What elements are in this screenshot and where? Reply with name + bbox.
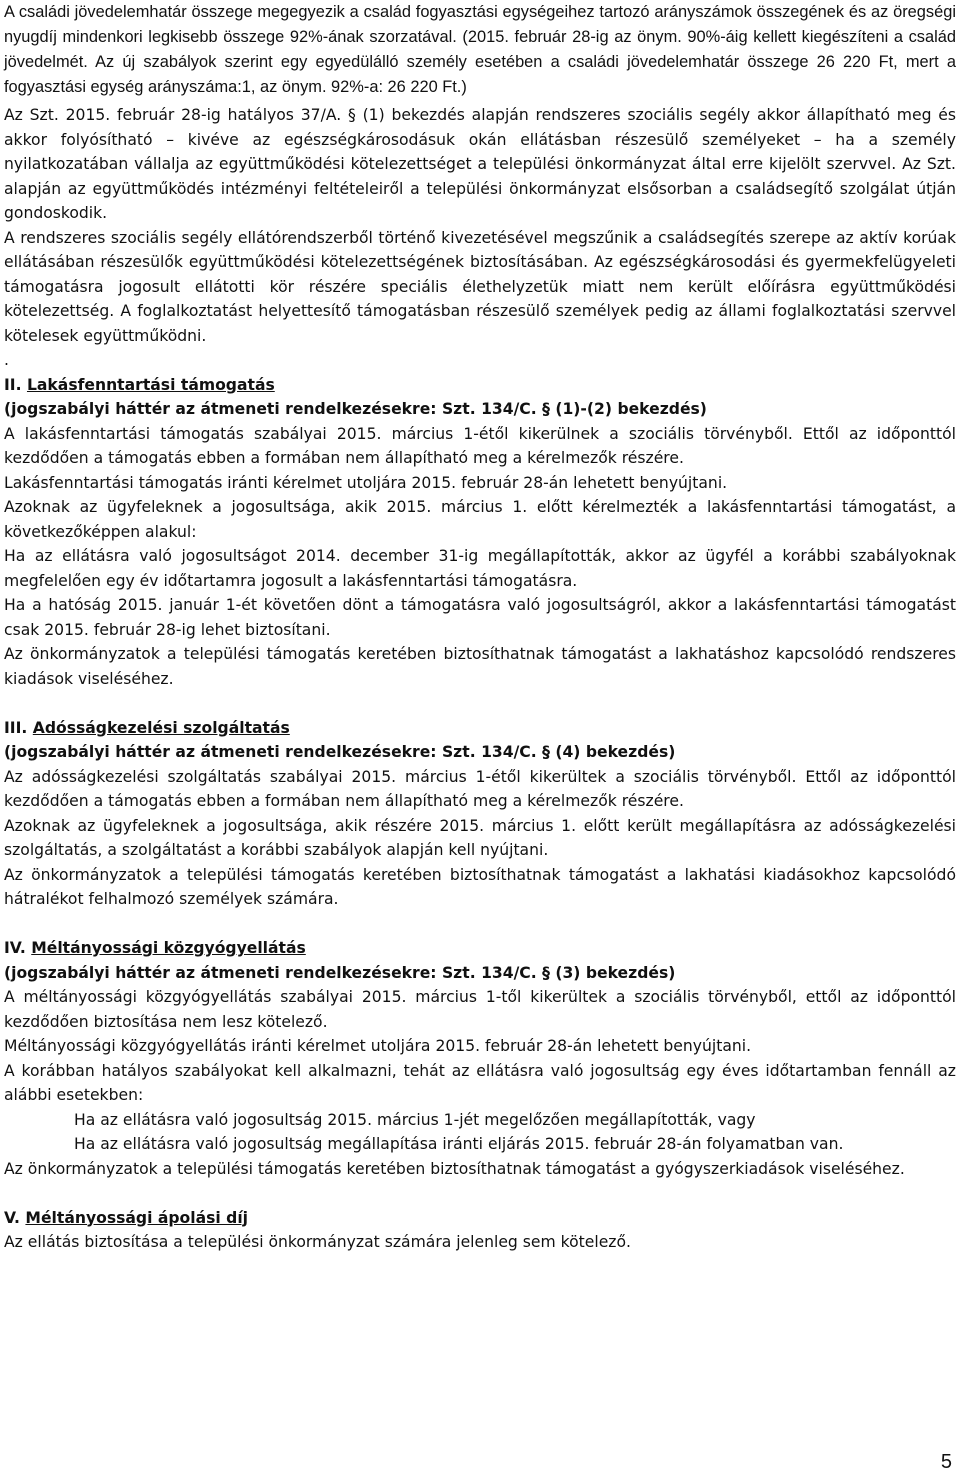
section3-paragraph-2: Azoknak az ügyfeleknek a jogosultsága, akik részére 2015. március 1. előtt került megállapításra az adósságkezelési szolgáltatás, a szolgáltatást a korábbi szabályok alapján kell nyújtani. [4,816,956,859]
section5-heading [4,1206,956,1231]
section2-legal-basis: (jogszabályi háttér az átmeneti rendelkezésekre: Szt. 134/C. § (1)-(2) bekezdés) [4,400,707,418]
document-body [4,103,956,1255]
section4-legal-basis: (jogszabályi háttér az átmeneti rendelkezésekre: Szt. 134/C. § (3) bekezdés) [4,963,676,982]
page-number: 5 [940,1451,952,1473]
section4-number: IV. [4,939,26,957]
section4-case-2: Ha az ellátásra való jogosultság megállapítása iránti eljárás 2015. február 28-án folyamatban van. [74,1135,844,1153]
section3-paragraph-3: Az önkormányzatok a települési támogatás keretében biztosíthatnak támogatást a lakhatási kiadásokhoz kapcsolódó hátralékot felhalmozó személyek számára. [4,865,956,908]
section2-paragraph-2: Lakásfenntartási támogatás iránti kérelmet utoljára 2015. február 28-án lehetett benyújtani. [4,473,728,492]
section5-number: V. [4,1208,20,1227]
section4-paragraph-3: A korábban hatályos szabályokat kell alkalmazni, tehát az ellátásra való jogosultság egy éves időtartamban fennáll az alábbi esetekben: [4,1061,956,1104]
section5-paragraph-1: Az ellátás biztosítása a települési önkormányzat számára jelenleg sem kötelező. [4,1233,631,1251]
section5-title: Méltányossági ápolási díj [25,1208,249,1227]
section2-heading [4,373,956,398]
spacer [4,912,956,937]
section1-paragraph-1: Az Szt. 2015. február 28-ig hatályos 37/A. § (1) bekezdés alapján rendszeres szociális segély akkor állapítható meg és akkor folyósítható – kivéve az egészségkárosodásuk okán ellátásban részesülő személyeket – ha a személy nyilatkozatában vállalja az együttműködési kötelezettséget a települési önkormányzat által erre kijelölt szervvel. Az Szt. alapján az együttműködés intézményi feltételeiről a települési önkormányzat elsősorban a családsegítő szolgálat útján gondoskodik. [4,106,956,222]
section3-legal-basis: (jogszabályi háttér az átmeneti rendelkezésekre: Szt. 134/C. § (4) bekezdés) [4,743,676,761]
section2-paragraph-1: A lakásfenntartási támogatás szabályai 2015. március 1-étől kikerülnek a szociális törvényből. Ettől az időponttól kezdődően a támogatás ebben a formában nem állapítható meg a kérelmezők részére. [4,424,956,467]
section2-number: II. [4,375,22,394]
section4-paragraph-2: Méltányossági közgyógyellátás iránti kérelmet utoljára 2015. február 28-án lehetett benyújtani. [4,1037,752,1055]
section4-paragraph-1: A méltányossági közgyógyellátás szabályai 2015. március 1-től kikerültek a szociális törvényből, ettől az időponttól kezdődően biztosítása nem lesz kötelező. [4,988,956,1031]
section3-heading [4,716,956,741]
section4-paragraph-4: Az önkormányzatok a települési támogatás keretében biztosíthatnak támogatást a gyógyszerkiadások viseléséhez. [4,1159,905,1178]
section2-paragraph-5: Ha a hatóság 2015. január 1-ét követően dönt a támogatásra való jogosultságról, akkor a lakásfenntartási támogatást csak 2015. február 28-ig lehet biztosítani. [4,596,956,639]
section4-title: Méltányossági közgyógyellátás [31,939,306,957]
section1-paragraph-2: A rendszeres szociális segély ellátórendszerből történő kivezetésével megszűnik a családsegítés szerepe az aktív korúak ellátásában részesülők együttműködési kötelezettségének biztosításában. Az egészségkárosodási és gyermekfelügyeleti támogatásra jogosult ellátotti kör részére speciális élethelyzetük miatt nem került előírásra együttműködési kötelezettség. A foglalkoztatást helyettesítő támogatásban részesülő személyek pedig az állami foglalkoztatási szervvel kötelesek együttműködni. [4,228,956,345]
section2-title: Lakásfenntartási támogatás [26,375,275,394]
separator-dot: . [4,351,9,369]
section3-paragraph-1: Az adósságkezelési szolgáltatás szabályai 2015. március 1-étől kikerültek a szociális törvényből. Ettől az időponttól kezdődően a támogatás ebben a formában nem állapítható meg a kérelmezők részére. [4,767,956,810]
section2-paragraph-3: Azoknak az ügyfeleknek a jogosultsága, akik 2015. március 1. előtt kérelmezték a lakásfenntartási támogatást, a következőképpen alakul: [4,498,956,541]
section2-paragraph-6: Az önkormányzatok a települési támogatás keretében biztosíthatnak támogatást a lakhatáshoz kapcsolódó rendszeres kiadások viseléséhez. [4,645,956,688]
section4-case-1: Ha az ellátásra való jogosultság 2015. március 1-jét megelőzően megállapították, vagy [74,1110,756,1129]
intro-paragraph: A családi jövedelemhatár összege megegyezik a család fogyasztási egységeihez tartozó arányszámok összegének és az öregségi nyugdíj mindenkori legkisebb összege 92%-ának szorzatával. (2015. február 28-ig az önym. 90%-áig kellett kiegészíteni a család jövedelmét. Az új szabályok szerint egy egyedülálló személy esetében a családi jövedelemhatár összege 26 220 Ft, mert a fogyasztási egység arányszáma:1, az önym. 92%-a: 26 220 Ft.) [4,3,956,96]
section4-heading [4,936,956,961]
section3-title: Adósságkezelési szolgáltatás [32,718,290,737]
spacer [4,1181,956,1206]
section3-number: III. [4,718,28,737]
section2-paragraph-4: Ha az ellátásra való jogosultságot 2014. december 31-ig megállapították, akkor az ügyfél a korábbi szabályoknak megfelelően egy év időtartamra jogosult a lakásfenntartási támogatásra. [4,547,956,590]
spacer [4,691,956,716]
